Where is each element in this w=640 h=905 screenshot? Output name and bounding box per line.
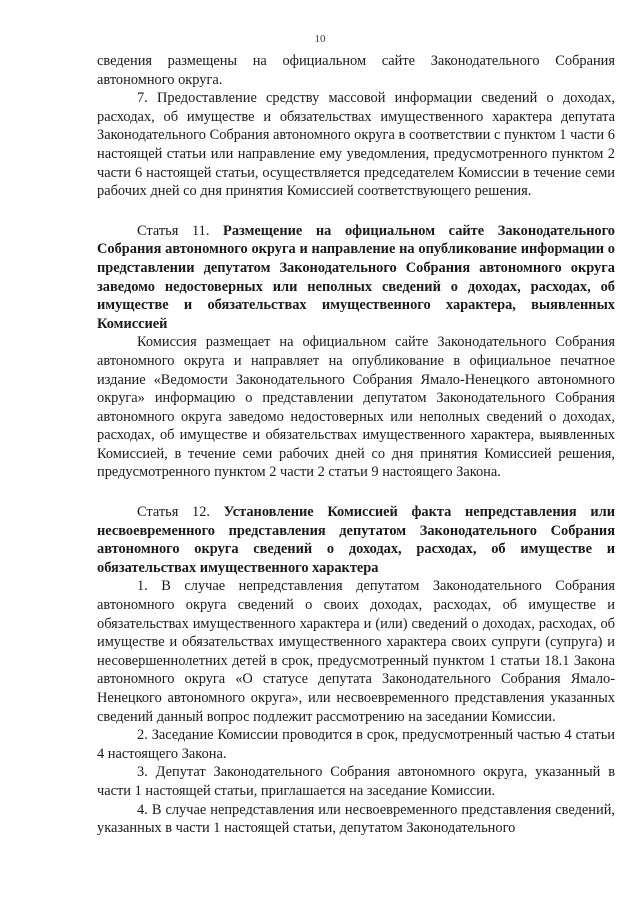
article-12-clause-4: 4. В случае непредставления или несвоевременного представления сведений, указанных в части 1 настоящей статьи, депутатом Законодательного (97, 801, 615, 837)
article-12-clause-1: 1. В случае непредставления депутатом Законодательного Собрания автономного округа сведений о своих доходах, расходах, об имуществе и обязательствах имущественного характера и (или) сведений о доходах, расходах, об имуществе и обязательствах имущественного характера своих супруги (супруга) и несовершеннолетних детей в срок, предусмотренный пунктом 1 статьи 18.1 Закона автономного округа «О статусе депутата Законодательного Собрания Ямало-Ненецкого автономного округа», или несвоевременного представления указанных сведений данный вопрос подлежит рассмотрению на заседании Комиссии. (97, 578, 615, 725)
article-12-title: Установление Комиссией факта непредставления или несвоевременного представления депутатом Законодательного Собрания автономного округа сведений о доходах, расходах, об имуществе и обязательствах имущественного характера (97, 504, 615, 576)
article-12-clause-3: 3. Депутат Законодательного Собрания автономного округа, указанный в части 1 настоящей статьи, приглашается на заседание Комиссии. (97, 764, 615, 799)
article-11-label: Статья 11. (137, 222, 210, 239)
article-11-title: Размещение на официальном сайте Законодательного Собрания автономного округа и направление на опубликование информации о представлении депутатом Законодательного Собрания автономного округа заведомо недостоверных или неполных сведений о доходах, расходах, об имуществе и обязательствах имущественного характера, выявленных Комиссией (97, 222, 615, 332)
intro-tail-paragraph: сведения размещены на официальном сайте Законодательного Собрания автономного округа. (97, 53, 615, 88)
article-11-body: Комиссия размещает на официальном сайте Законодательного Собрания автономного округа и направляет на опубликование в официальное печатное издание «Ведомости Законодательного Собрания Ямало-Ненецкого автономного округа» информацию о представлении депутатом Законодательного Собрания автономного округа заведомо недостоверных или неполных сведений о доходах, расходах, об имуществе и обязательствах имущественного характера, выявленных Комиссией, в течение семи рабочих дней со дня принятия Комиссией решения, предусмотренного пунктом 2 части 2 статьи 9 настоящего Закона. (97, 334, 615, 481)
article-12-clause-2: 2. Заседание Комиссии проводится в срок, предусмотренный частью 4 статьи 4 настоящего Закона. (97, 727, 615, 762)
page-number: 10 (314, 33, 326, 45)
article-11-heading (97, 222, 615, 334)
article-12-label: Статья 12. (137, 504, 211, 521)
article-12-heading (97, 503, 615, 577)
document-body (97, 52, 615, 838)
clause-7-paragraph: 7. Предоставление средству массовой информации сведений о доходах, расходах, об имуществе и обязательствах имущественного характера депутата Законодательного Собрания автономного округа в соответствии с пунктом 1 части 6 настоящей статьи или направление ему уведомления, предусмотренного пунктом 2 части 6 настоящей статьи, осуществляется председателем Комиссии в течение семи рабочих дней со дня принятия Комиссией соответствующего решения. (97, 90, 615, 200)
